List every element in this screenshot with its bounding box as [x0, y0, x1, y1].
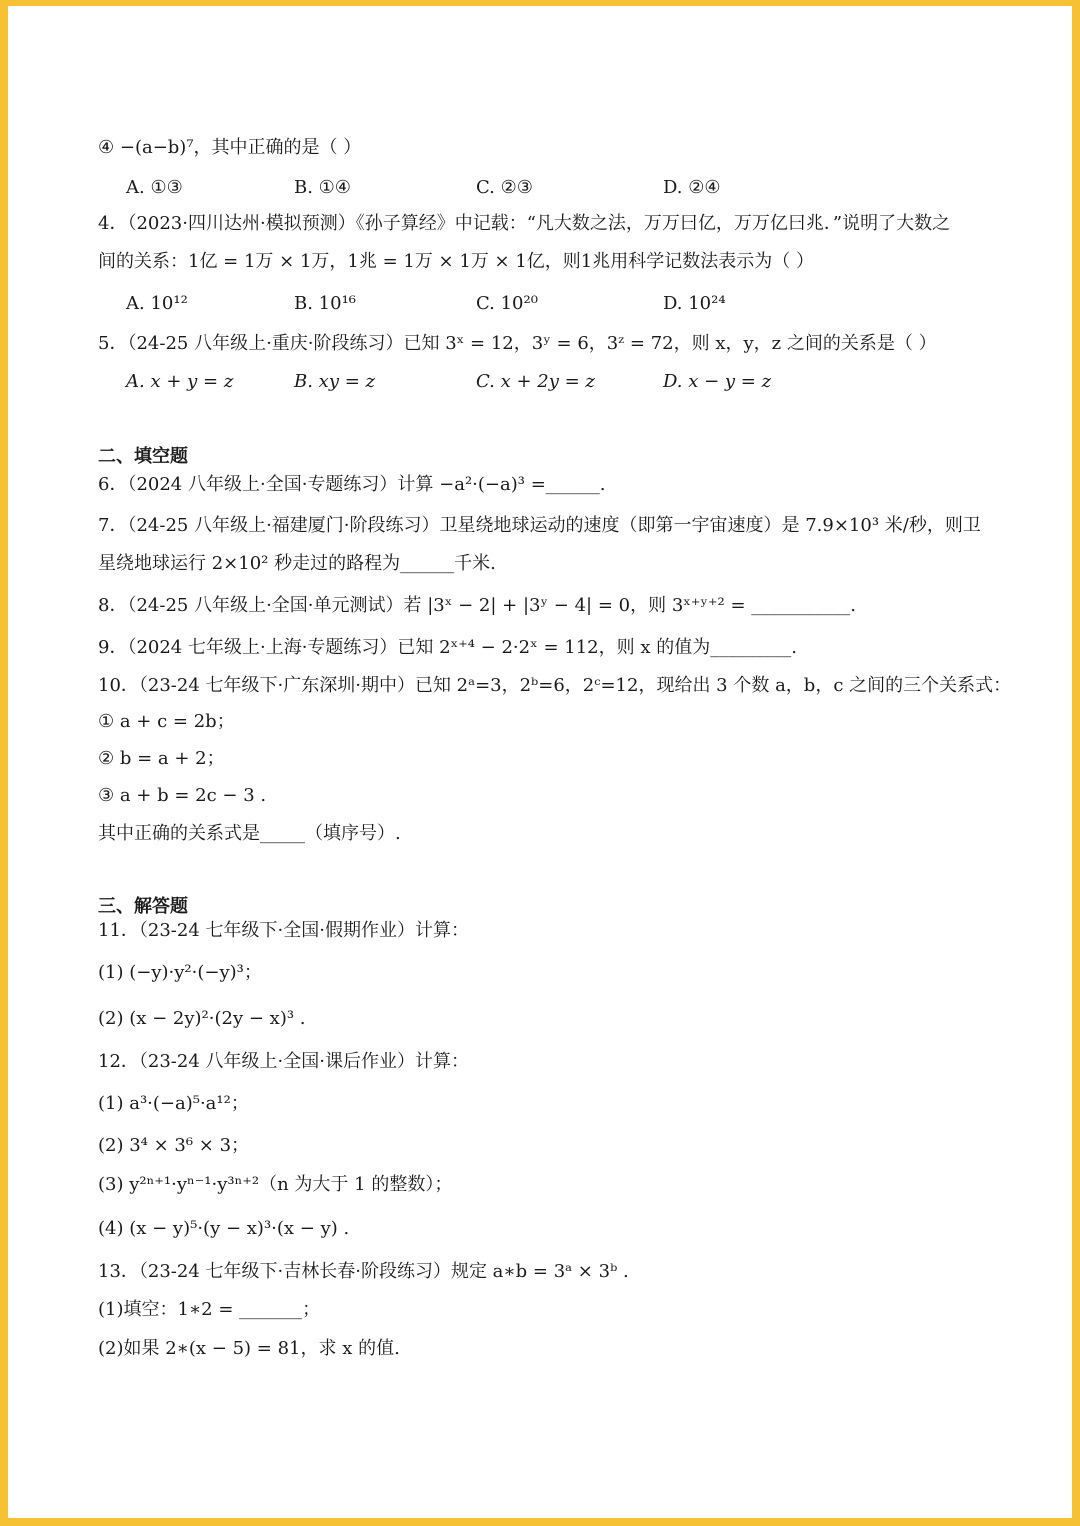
- q10-item2: ② b = a + 2；: [98, 748, 225, 769]
- q12-part3: (3) y²ⁿ⁺¹·yⁿ⁻¹·y³ⁿ⁺²（n 为大于 1 的整数）；: [98, 1174, 453, 1195]
- q5-line1: 5．（24-25 八年级上·重庆·阶段练习）已知 3ˣ = 12，3ʸ = 6，3ᶻ = 72，则 x，y，z 之间的关系是（ ）: [98, 333, 937, 354]
- q7-line2: 星绕地球运行 2×10² 秒走过的路程为______千米.: [98, 553, 496, 574]
- q3-option-c: C. ②③: [476, 177, 533, 198]
- section-fill-in-heading: 二、填空题: [98, 446, 188, 466]
- q11-part1: (1) (−y)·y²·(−y)³；: [98, 962, 262, 983]
- q6-line: 6．（2024 八年级上·全国·专题练习）计算 −a²·(−a)³ =______.: [98, 474, 606, 495]
- q10-item1: ① a + c = 2b；: [98, 711, 235, 732]
- q3-option-a: A. ①③: [126, 177, 183, 198]
- q4-option-a: A. 10¹²: [126, 293, 188, 314]
- q4-option-d: D. 10²⁴: [663, 293, 726, 314]
- q7-line1: 7．（24-25 八年级上·福建厦门·阶段练习）卫星绕地球运动的速度（即第一宇宙速度）是 7.9×10³ 米/秒，则卫: [98, 515, 981, 536]
- q4-option-c: C. 10²⁰: [476, 293, 538, 314]
- q8-line: 8．（24-25 八年级上·全国·单元测试）若 |3ˣ − 2| + |3ʸ − 4| = 0，则 3ˣ⁺ʸ⁺² = ___________.: [98, 595, 856, 616]
- q5-option-c: C. x + 2y = z: [476, 371, 595, 392]
- q4-line1: 4．（2023·四川达州·模拟预测）《孙子算经》中记载：“凡大数之法，万万曰亿，万万亿曰兆．”说明了大数之: [98, 213, 951, 234]
- q5-option-d: D. x − y = z: [663, 371, 772, 392]
- q11-part2: (2) (x − 2y)²·(2y − x)³ .: [98, 1008, 306, 1029]
- q5-option-b: B. xy = z: [294, 371, 375, 392]
- q9-line: 9．（2024 七年级上·上海·专题练习）已知 2ˣ⁺⁴ − 2·2ˣ = 112，则 x 的值为_________.: [98, 637, 797, 658]
- q12-part4: (4) (x − y)⁵·(y − x)³·(x − y) .: [98, 1218, 350, 1239]
- q5-option-a: A. x + y = z: [126, 371, 234, 392]
- q3-option-d: D. ②④: [663, 177, 721, 198]
- q3-option-b: B. ①④: [294, 177, 351, 198]
- q10-line1: 10．（23-24 七年级下·广东深圳·期中）已知 2ᵃ=3，2ᵇ=6，2ᶜ=12，现给出 3 个数 a，b，c 之间的三个关系式：: [98, 675, 1012, 696]
- q4-option-b: B. 10¹⁶: [294, 293, 357, 314]
- section-solve-heading: 三、解答题: [98, 896, 188, 916]
- q13-line1: 13．（23-24 七年级下·吉林长春·阶段练习）规定 a∗b = 3ᵃ × 3ᵇ .: [98, 1261, 629, 1282]
- q11-line1: 11．（23-24 七年级下·全国·假期作业）计算：: [98, 920, 469, 941]
- q13-part2: (2)如果 2∗(x − 5) = 81，求 x 的值.: [98, 1338, 400, 1359]
- q12-part2: (2) 3⁴ × 3⁶ × 3；: [98, 1135, 250, 1156]
- q13-part1: (1)填空：1∗2 = _______；: [98, 1299, 321, 1320]
- q12-line1: 12．（23-24 八年级上·全国·课后作业）计算：: [98, 1051, 469, 1072]
- q10-item3: ③ a + b = 2c − 3 .: [98, 785, 267, 806]
- worksheet-page: [8, 6, 1072, 1518]
- q12-part1: (1) a³·(−a)⁵·a¹²；: [98, 1093, 249, 1114]
- q4-line2: 间的关系：1亿 = 1万 × 1万，1兆 = 1万 × 1万 × 1亿，则1兆用科学记数法表示为（ ）: [98, 251, 814, 272]
- q10-tail: 其中正确的关系式是_____（填序号）.: [98, 823, 401, 844]
- q3-stem-tail: ④ −(a−b)⁷，其中正确的是（ ）: [98, 137, 362, 158]
